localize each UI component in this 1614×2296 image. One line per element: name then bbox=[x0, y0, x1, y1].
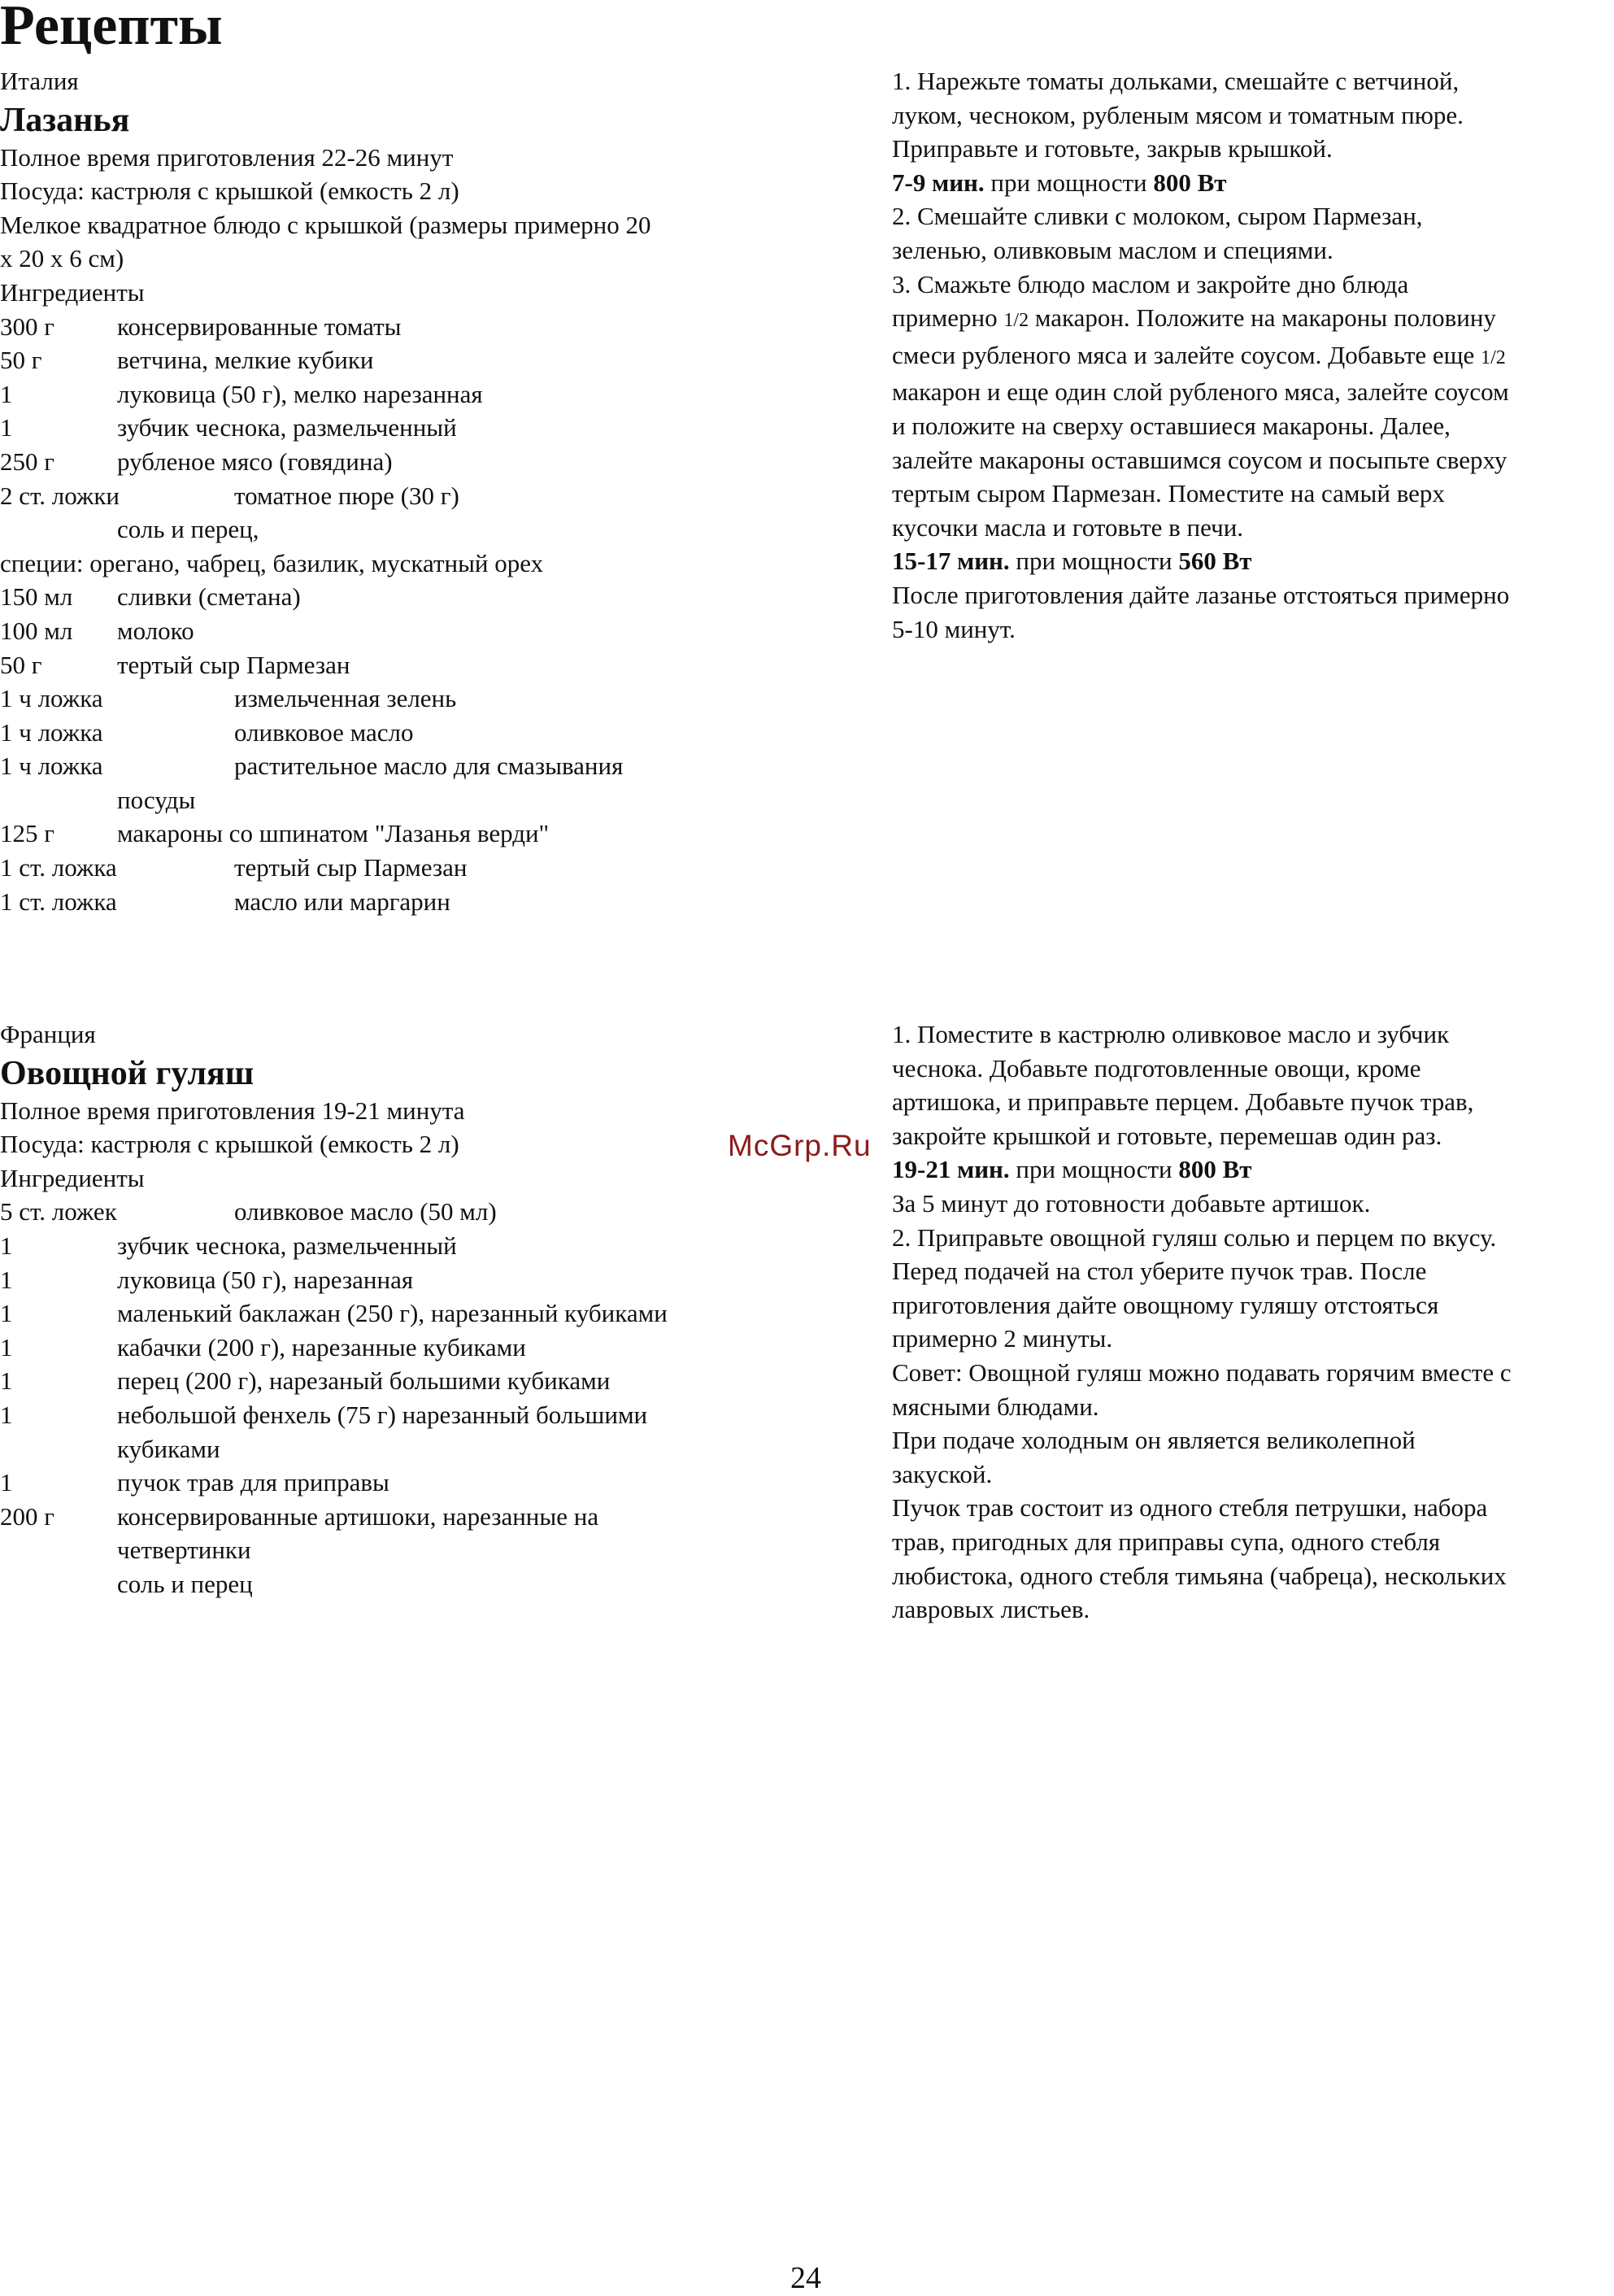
ingredient-row bbox=[0, 648, 846, 682]
step-text: тертым сыром Пармезан. Поместите на самый верх bbox=[892, 479, 1445, 508]
ingredient-desc: консервированные томаты bbox=[117, 312, 402, 341]
cooking-time: 19-21 мин. bbox=[892, 1155, 1010, 1184]
ingredient-row bbox=[0, 1229, 846, 1263]
step-text bbox=[892, 301, 1614, 338]
fraction: 1/2 bbox=[1003, 310, 1029, 332]
ingredient-row bbox=[0, 885, 846, 919]
cookware: Мелкое квадратное блюдо с крышкой (размеры примерно 20 bbox=[0, 210, 651, 239]
ingredient-row bbox=[0, 817, 846, 851]
ingredient-qty: 1 ч ложка bbox=[0, 752, 103, 781]
herbs-note: любистока, одного стебля тимьяна (чабреца), нескольких bbox=[892, 1561, 1507, 1590]
cooking-power: 800 Вт bbox=[1153, 168, 1227, 197]
tip-text: Совет: Овощной гуляш можно подавать горячим вместе с bbox=[892, 1357, 1512, 1387]
step-text: За 5 минут до готовности добавьте артишок. bbox=[892, 1188, 1371, 1218]
ingredient-row bbox=[0, 851, 846, 885]
recipe-lasagna-ingredients bbox=[0, 64, 846, 918]
cooking-power: 560 Вт bbox=[1178, 547, 1252, 576]
ingredient-qty: 125 г bbox=[0, 819, 54, 848]
ingredient-qty: 1 bbox=[0, 413, 13, 442]
step-text: 5-10 минут. bbox=[892, 614, 1016, 643]
step-text: кусочки масла и готовьте в печи. bbox=[892, 512, 1244, 542]
recipe-title: Овощной гуляш bbox=[0, 1054, 254, 1092]
step-text: Перед подачей на стол уберите пучок трав. После bbox=[892, 1257, 1427, 1286]
ingredient-desc: четвертинки bbox=[117, 1536, 251, 1565]
ingredient-qty: 150 мл bbox=[0, 582, 73, 612]
ingredient-row bbox=[0, 614, 846, 648]
ingredient-row bbox=[0, 479, 846, 513]
ingredient-qty: 250 г bbox=[0, 447, 54, 476]
ingredient-desc: зубчик чеснока, размельченный bbox=[117, 1231, 457, 1260]
ingredients-heading: Ингредиенты bbox=[0, 1163, 145, 1192]
cooking-time: 15-17 мин. bbox=[892, 547, 1010, 576]
step-text: чеснока. Добавьте подготовленные овощи, кроме bbox=[892, 1053, 1421, 1083]
ingredient-desc: луковица (50 г), нарезанная bbox=[117, 1265, 414, 1294]
ingredient-desc: пучок трав для приправы bbox=[117, 1468, 389, 1497]
ingredient-row bbox=[0, 1398, 846, 1432]
ingredient-row bbox=[0, 411, 846, 445]
ingredient-desc: измельченная зелень bbox=[234, 684, 457, 713]
cooking-setting bbox=[892, 544, 1614, 578]
ingredient-desc: ветчина, мелкие кубики bbox=[117, 346, 374, 375]
ingredient-qty: 1 bbox=[0, 379, 13, 408]
recipe-country: Франция bbox=[0, 1020, 96, 1048]
step-text: 2. Смешайте сливки с молоком, сыром Пармезан, bbox=[892, 202, 1423, 231]
tip-text: закуской. bbox=[892, 1459, 993, 1488]
fraction: 1/2 bbox=[1481, 346, 1506, 368]
cooking-setting-text: при мощности bbox=[984, 168, 1154, 197]
tip-text: мясными блюдами. bbox=[892, 1392, 1099, 1421]
ingredient-row bbox=[0, 343, 846, 377]
ingredient-desc: посуды bbox=[117, 785, 196, 814]
ingredient-qty: 1 bbox=[0, 1265, 13, 1294]
ingredient-qty: 1 ч ложка bbox=[0, 717, 103, 747]
step-text: 2. Приправьте овощной гуляш солью и перцем по вкусу. bbox=[892, 1222, 1497, 1252]
ingredient-qty: 1 ст. ложка bbox=[0, 853, 117, 882]
ingredient-desc: оливковое масло (50 мл) bbox=[234, 1197, 497, 1226]
step-text-part: макарон. Положите на макароны половину bbox=[1029, 303, 1496, 333]
step-text: Приправьте и готовьте, закрыв крышкой. bbox=[892, 134, 1333, 163]
step-text: артишока, и приправьте перцем. Добавьте пучок трав, bbox=[892, 1087, 1474, 1117]
herbs-note: трав, пригодных для приправы супа, одного стебля bbox=[892, 1527, 1441, 1556]
ingredient-qty: 1 bbox=[0, 1332, 13, 1361]
recipe-vegetable-goulash-ingredients bbox=[0, 1017, 846, 1601]
step-text: примерно 2 минуты. bbox=[892, 1324, 1113, 1353]
step-text: закройте крышкой и готовьте, перемешав один раз. bbox=[892, 1121, 1442, 1150]
ingredient-desc: оливковое масло bbox=[234, 717, 414, 747]
step-text: 1. Нарежьте томаты дольками, смешайте с ветчиной, bbox=[892, 67, 1460, 95]
ingredient-qty: 1 bbox=[0, 1366, 13, 1396]
ingredient-desc: соль и перец, bbox=[117, 515, 259, 544]
ingredient-row bbox=[0, 1500, 846, 1534]
cooking-setting-text: при мощности bbox=[1009, 1155, 1179, 1184]
ingredient-qty: 300 г bbox=[0, 312, 54, 341]
ingredient-row bbox=[0, 716, 846, 750]
ingredient-desc: консервированные артишоки, нарезанные на bbox=[117, 1501, 599, 1531]
ingredient-desc: зубчик чеснока, размельченный bbox=[117, 413, 457, 442]
ingredient-desc: рубленое мясо (говядина) bbox=[117, 447, 393, 476]
ingredient-row bbox=[0, 1263, 846, 1297]
ingredient-desc: небольшой фенхель (75 г) нарезанный большими bbox=[117, 1400, 648, 1429]
ingredient-qty: 50 г bbox=[0, 650, 42, 679]
step-text: После приготовления дайте лазанье отстояться примерно bbox=[892, 580, 1510, 609]
recipe-country: Италия bbox=[0, 67, 79, 95]
ingredient-desc: макароны со шпинатом "Лазанья верди" bbox=[117, 819, 550, 848]
ingredient-desc: соль и перец bbox=[117, 1569, 253, 1598]
page-title: Рецепты bbox=[0, 0, 223, 57]
ingredient-row bbox=[0, 377, 846, 412]
ingredient-qty: 1 ст. ложка bbox=[0, 887, 117, 916]
ingredient-row bbox=[0, 1466, 846, 1500]
cookware: x 20 x 6 см) bbox=[0, 244, 124, 273]
ingredient-desc: сливки (сметана) bbox=[117, 582, 301, 612]
ingredient-desc: томатное пюре (30 г) bbox=[234, 481, 459, 510]
ingredient-desc: растительное масло для смазывания bbox=[234, 752, 624, 781]
step-text-part: примерно bbox=[892, 303, 1004, 333]
cooking-power: 800 Вт bbox=[1178, 1155, 1252, 1184]
cooking-time: 7-9 мин. bbox=[892, 168, 985, 197]
ingredient-qty: 200 г bbox=[0, 1501, 54, 1531]
ingredient-row bbox=[0, 749, 846, 783]
ingredient-desc: перец (200 г), нарезаный большими кубиками bbox=[117, 1366, 611, 1396]
recipe-title: Лазанья bbox=[0, 101, 130, 139]
ingredient-desc: маленький баклажан (250 г), нарезанный кубиками bbox=[117, 1299, 668, 1328]
step-text bbox=[892, 338, 1614, 376]
step-text: 1. Поместите в кастрюлю оливковое масло и зубчик bbox=[892, 1020, 1450, 1048]
ingredient-desc: луковица (50 г), мелко нарезанная bbox=[117, 379, 483, 408]
tip-text: При подаче холодным он является великолепной bbox=[892, 1426, 1416, 1455]
ingredient-qty: 1 bbox=[0, 1299, 13, 1328]
step-text: 3. Смажьте блюдо маслом и закройте дно блюда bbox=[892, 269, 1409, 298]
ingredient-row bbox=[0, 445, 846, 479]
ingredient-desc: специи: орегано, чабрец, базилик, мускатный орех bbox=[0, 548, 544, 577]
ingredient-qty: 5 ст. ложек bbox=[0, 1197, 117, 1226]
cooking-setting bbox=[892, 1152, 1614, 1187]
ingredient-row bbox=[0, 310, 846, 344]
recipe-lasagna-steps bbox=[892, 64, 1614, 646]
step-text: залейте макароны оставшимся соусом и посыпьте сверху bbox=[892, 445, 1507, 474]
ingredient-row bbox=[0, 1296, 846, 1331]
ingredient-desc: тертый сыр Пармезан bbox=[117, 650, 350, 679]
step-text: приготовления дайте овощному гуляшу отстояться bbox=[892, 1290, 1439, 1319]
ingredient-row bbox=[0, 682, 846, 716]
cookware: Посуда: кастрюля с крышкой (емкость 2 л) bbox=[0, 176, 459, 206]
watermark: McGrp.Ru bbox=[728, 1129, 872, 1162]
ingredient-desc: тертый сыр Пармезан bbox=[234, 853, 468, 882]
cooking-setting bbox=[892, 166, 1614, 200]
herbs-note: Пучок трав состоит из одного стебля петрушки, набора bbox=[892, 1493, 1488, 1523]
ingredient-row bbox=[0, 580, 846, 614]
cooking-setting-text: при мощности bbox=[1009, 547, 1179, 576]
ingredient-qty: 100 мл bbox=[0, 616, 73, 645]
ingredient-desc: молоко bbox=[117, 616, 194, 645]
ingredient-desc: масло или маргарин bbox=[234, 887, 450, 916]
ingredient-qty: 1 bbox=[0, 1400, 13, 1429]
step-text: луком, чесноком, рубленым мясом и томатным пюре. bbox=[892, 100, 1464, 129]
ingredient-qty: 1 bbox=[0, 1231, 13, 1260]
ingredient-qty: 1 ч ложка bbox=[0, 684, 103, 713]
ingredient-qty: 50 г bbox=[0, 346, 42, 375]
step-text: и положите на сверху оставшиеся макароны. Далее, bbox=[892, 411, 1451, 440]
step-text: макарон и еще один слой рубленого мяса, залейте соусом bbox=[892, 377, 1509, 407]
cookware: Посуда: кастрюля с крышкой (емкость 2 л) bbox=[0, 1130, 459, 1159]
total-time: Полное время приготовления 19-21 минута bbox=[0, 1096, 465, 1125]
total-time: Полное время приготовления 22-26 минут bbox=[0, 142, 454, 172]
step-text: зеленью, оливковым маслом и специями. bbox=[892, 235, 1333, 264]
ingredient-row bbox=[0, 1331, 846, 1365]
ingredient-desc: кабачки (200 г), нарезанные кубиками bbox=[117, 1332, 526, 1361]
step-text-part: смеси рубленого мяса и залейте соусом. Добавьте еще bbox=[892, 340, 1481, 369]
ingredient-qty: 2 ст. ложки bbox=[0, 481, 120, 510]
ingredient-qty: 1 bbox=[0, 1468, 13, 1497]
ingredients-heading: Ингредиенты bbox=[0, 277, 145, 307]
ingredient-row bbox=[0, 1195, 846, 1229]
herbs-note: лавровых листьев. bbox=[892, 1595, 1090, 1624]
ingredient-row bbox=[0, 1364, 846, 1398]
recipe-vegetable-goulash-steps bbox=[892, 1017, 1614, 1627]
ingredient-desc: кубиками bbox=[117, 1434, 220, 1463]
page-number: 24 bbox=[790, 2261, 821, 2295]
